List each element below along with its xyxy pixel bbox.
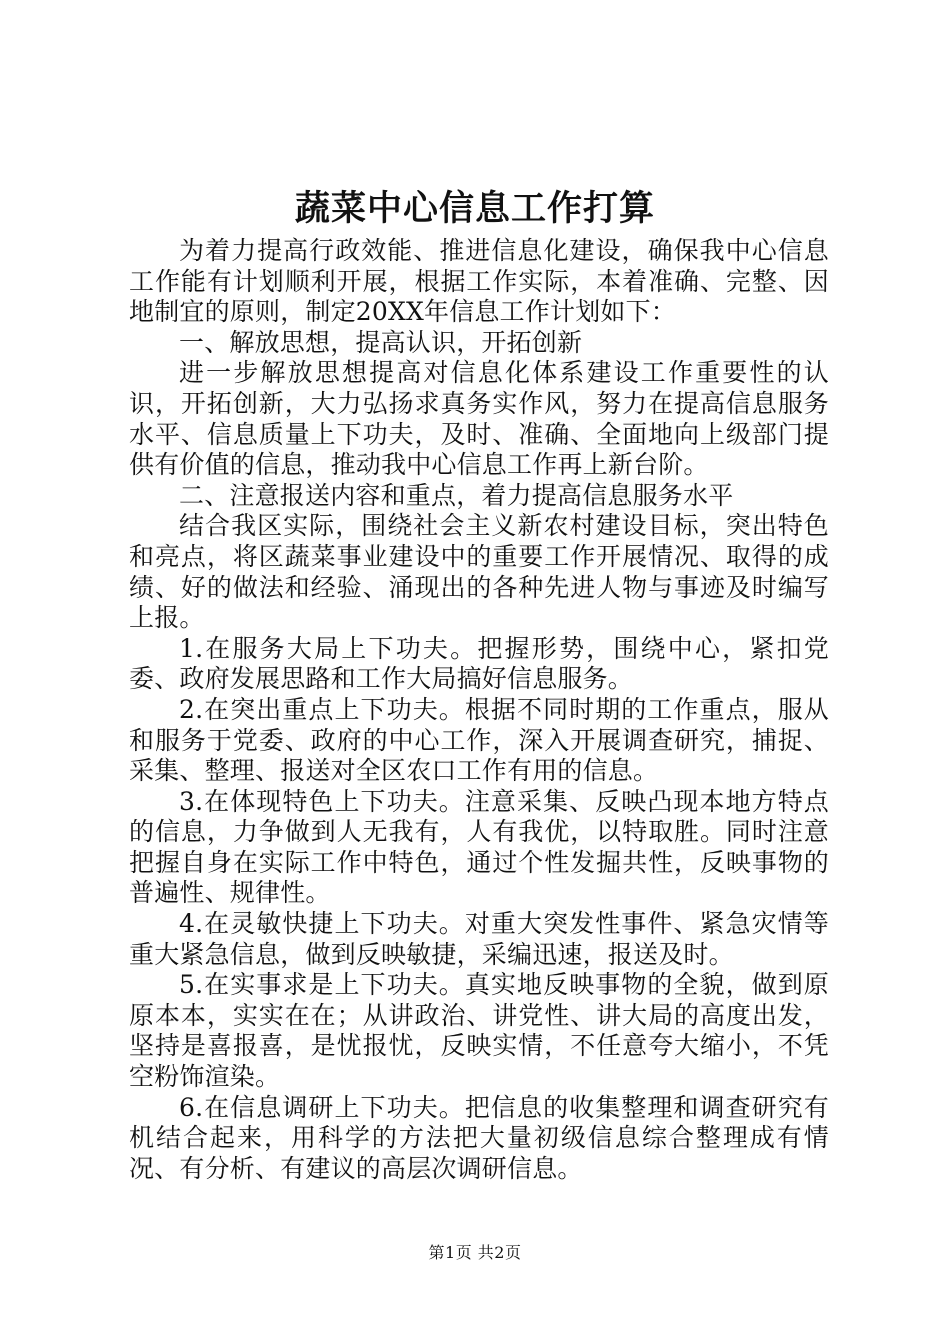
list-item-2: 2.在突出重点上下功夫。根据不同时期的工作重点，服从和服务于党委、政府的中心工作，深入开展调查研究，捕捉、采集、整理、报送对全区农口工作有用的信息。 <box>129 694 829 786</box>
list-item-5: 5.在实事求是上下功夫。真实地反映事物的全貌，做到原原本本，实实在在；从讲政治、讲党性、讲大局的高度出发，坚持是喜报喜，是忧报忧，反映实情，不任意夸大缩小，不凭空粉饰渲染。 <box>129 970 829 1092</box>
paragraph-intro: 为着力提高行政效能、推进信息化建设，确保我中心信息工作能有计划顺利开展，根据工作实际，本着准确、完整、因地制宜的原则，制定20XX年信息工作计划如下： <box>129 236 829 327</box>
paragraph-section-1: 进一步解放思想提高对信息化体系建设工作重要性的认识，开拓创新，大力弘扬求真务实作风，努力在提高信息服务水平、信息质量上下功夫，及时、准确、全面地向上级部门提供有价值的信息，推动我中心信息工作再上新台阶。 <box>129 358 829 480</box>
section-heading-1: 一、解放思想，提高认识，开拓创新 <box>179 327 583 357</box>
document-title: 蔬菜中心信息工作打算 <box>294 188 655 229</box>
page-footer: 第1页 共2页 <box>428 1243 522 1262</box>
paragraph-section-2: 结合我区实际，围绕社会主义新农村建设目标，突出特色和亮点，将区蔬菜事业建设中的重要工作开展情况、取得的成绩、好的做法和经验、涌现出的各种先进人物与事迹及时编写上报。 <box>129 511 829 633</box>
list-item-1: 1.在服务大局上下功夫。把握形势，围绕中心，紧扣党委、政府发展思路和工作大局搞好信息服务。 <box>129 633 829 694</box>
list-item-4: 4.在灵敏快捷上下功夫。对重大突发性事件、紧急灾情等重大紧急信息，做到反映敏捷，采编迅速，报送及时。 <box>129 909 829 969</box>
section-heading-2: 二、注意报送内容和重点，着力提高信息服务水平 <box>179 480 734 510</box>
document-body <box>129 236 829 1184</box>
list-item-6: 6.在信息调研上下功夫。把信息的收集整理和调查研究有机结合起来，用科学的方法把大量初级信息综合整理成有情况、有分析、有建议的高层次调研信息。 <box>129 1092 829 1183</box>
list-item-3: 3.在体现特色上下功夫。注意采集、反映凸现本地方特点的信息，力争做到人无我有，人有我优，以特取胜。同时注意把握自身在实际工作中特色，通过个性发掘共性，反映事物的普遍性、规律性。 <box>129 786 829 908</box>
